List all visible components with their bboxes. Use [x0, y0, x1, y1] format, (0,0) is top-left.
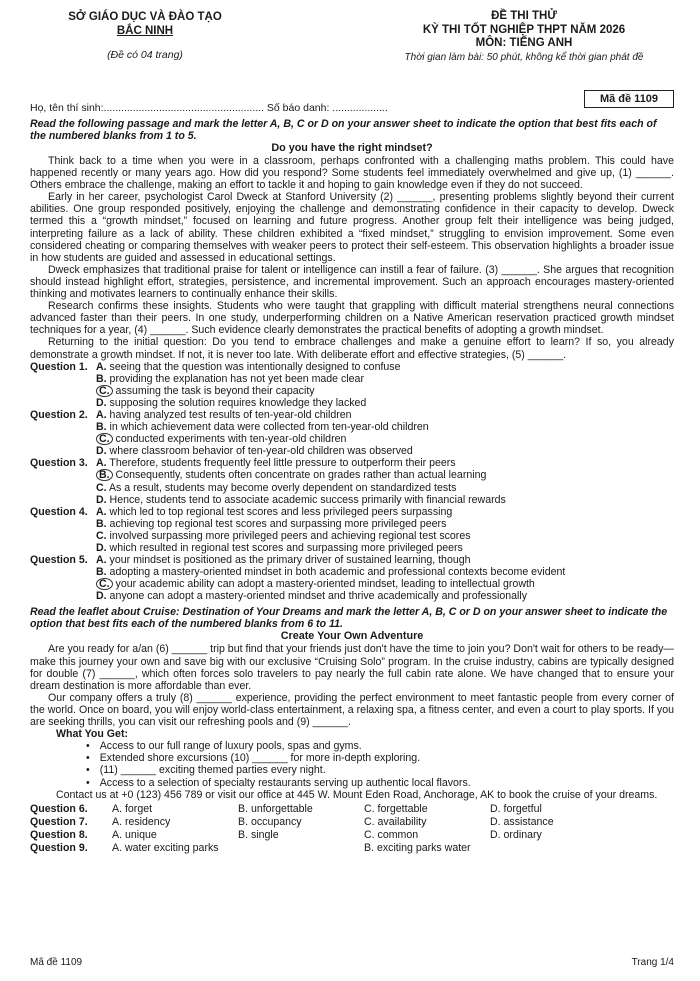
- passage1-paragraph: Dweck emphasizes that traditional praise for talent or intelligence can instill a fear of failure. (3) ______. She argues that recognition should instead highlight effort, strategies, persistence, and incremental improvement. Such an approach encourages mastery-oriented thinking and motivates learners to continually enhance their skills.: [30, 263, 674, 301]
- circled-answer-mark: C.: [96, 578, 113, 590]
- option-a: A. having analyzed test results of ten-year-old children: [96, 408, 352, 421]
- option-c: C. your academic ability can adopt a mastery-oriented mindset, leading to intellectual growth: [96, 578, 674, 590]
- option-a: A. your mindset is positioned as the primary driver of sustained learning, though: [96, 554, 471, 567]
- issuer-block: [30, 8, 260, 86]
- question-label: Question 6.: [30, 802, 88, 815]
- question-label: Question 7.: [30, 815, 88, 828]
- page-footer: [30, 957, 674, 969]
- leaflet-title: Create Your Own Adventure: [280, 630, 424, 643]
- option-b: B. unforgettable: [238, 802, 313, 815]
- footer-exam-code: Mã đề 1109: [30, 956, 83, 968]
- option-b: B. adopting a mastery-oriented mindset in both academic and professional contexts become evident: [96, 566, 566, 579]
- option-a: A. Therefore, students frequently feel little pressure to outperform their peers: [96, 457, 456, 470]
- option-d: D. where classroom behavior of ten-year-old children was observed: [96, 445, 413, 458]
- option-b: B. achieving top regional test scores and surpassing more privileged peers: [96, 517, 447, 530]
- table-row: [30, 816, 674, 829]
- passage1-paragraph: Returning to the initial question: Do you tend to embrace challenges and make a genuine effort to learn? If so, you already demonstrate a growth mindset. If not, it is never too late. With deliberate effort and effective strategies, (5) ______.: [30, 336, 674, 361]
- circled-answer-mark: C.: [96, 433, 113, 445]
- option-a: A. seeing that the question was intentionally designed to confuse: [96, 360, 401, 373]
- passage1-title: Do you have the right mindset?: [271, 142, 433, 154]
- page-number: Trang 1/4: [631, 956, 674, 968]
- option-d: D. ordinary: [490, 828, 542, 841]
- part1-instruction: Read the following passage and mark the letter A, B, C or D on your answer sheet to indicate the option that best fits each of the numbered blanks from 1 to 5.: [30, 118, 657, 142]
- candidate-row: [30, 84, 674, 114]
- circled-answer-mark: C.: [96, 385, 113, 397]
- option-c: C. As a result, students may become overly dependent on standardized tests: [96, 481, 457, 494]
- option-b: B. providing the explanation has not yet been made clear: [96, 372, 364, 385]
- candidate-name-field: Họ, tên thí sinh:.......................................................: [30, 101, 264, 114]
- time-limit: Thời gian làm bài: 50 phút, không kể thời gian phát đề: [404, 51, 644, 63]
- option-a: A. which led to top regional test scores and less privileged peers surpassing: [96, 505, 453, 518]
- question-label: Question 5.: [30, 554, 88, 567]
- option-d: D. Hence, students tend to associate academic success primarily with financial rewards: [96, 493, 506, 506]
- option-c: C. assuming the task is beyond their capacity: [96, 385, 674, 397]
- question-label: Question 8.: [30, 828, 88, 841]
- passage1-paragraph: Early in her career, psychologist Carol Dweck at Stanford University (2) ______, presenting problems slightly beyond their current abilities. One group responded positively, enjoying the challenge and demonstrating confidence in their capacity to develop. Dweck termed this a “growth mindset,” focused on learning and future progress. Another group felt their intelligence was being judged, interpreting failure as a lack of ability. These children exhibited a “fixed mindset,” struggling to envision improvement. Some even considered cheating or comparing themselves with weaker peers to protect their self-esteem. This observation highlights a broader issue in how students are guided and assessed in educational settings.: [30, 191, 674, 264]
- option-d: D. anyone can adopt a mastery-oriented mindset and thrive academically and professionally: [96, 590, 528, 603]
- option-d: D. forgetful: [490, 802, 542, 815]
- what-you-get-label: What You Get:: [56, 728, 128, 741]
- passage1-paragraph: Think back to a time when you were in a classroom, perhaps confronted with a challenging maths problem. This could have happened recently or many years ago. How did you respond? Some students feel immediately overwhelmed and give up, (1) ______. Others embrace the challenge, making an effort to tackle it and hoping to gain knowledge even if they do not succeed.: [30, 155, 674, 192]
- table-row: [30, 829, 674, 842]
- candidate-fields: [30, 102, 388, 114]
- option-b: B. in which achievement data were collected from ten-year-old children: [96, 421, 429, 434]
- exam-title: ĐỀ THI THỬ: [491, 10, 557, 22]
- circled-answer-mark: B.: [96, 469, 113, 481]
- question-4: [30, 506, 674, 554]
- option-a: A. water exciting parks: [112, 841, 219, 854]
- option-c: C. availability: [364, 815, 427, 828]
- leaflet-paragraph: Our company offers a truly (8) ______ experience, providing the perfect environment to meet fantastic people from every corner of the world. Once on board, you will enjoy world-class entertainment, a relaxing spa, a fitness center, and even a court to play sports. If you are seeking thrills, you can visit our refreshing pools and (9) ______.: [30, 691, 674, 729]
- option-a: A. unique: [112, 828, 157, 841]
- list-item: • Access to a selection of specialty restaurants serving up authentic local flavors.: [86, 777, 674, 789]
- candidate-id-field: Số báo danh: ...................: [266, 101, 388, 114]
- option-d: D. supposing the solution requires knowledge they lacked: [96, 396, 367, 409]
- page-count: (Đề có 04 trang): [107, 49, 183, 61]
- option-c: C. forgettable: [364, 802, 428, 815]
- exam-info-block: [374, 8, 674, 86]
- question-label: Question 1.: [30, 360, 88, 373]
- option-a: A. forget: [112, 802, 153, 815]
- option-b: B. single: [238, 828, 279, 841]
- question-3: [30, 457, 674, 505]
- option-b: B. Consequently, students often concentrate on grades rather than actual learning: [96, 469, 674, 481]
- option-c: C. involved surpassing more privileged peers and achieving regional test scores: [96, 529, 471, 542]
- option-a: A. residency: [112, 815, 171, 828]
- question-label: Question 3.: [30, 457, 88, 470]
- question-label: Question 2.: [30, 408, 88, 421]
- answer-options-table: [30, 803, 674, 855]
- option-c: C. common: [364, 828, 419, 841]
- part2-instruction: Read the leaflet about Cruise: Destination of Your Dreams and mark the letter A, B, C or D on your answer sheet to indicate the option that best fits each of the numbered blanks from 6 to 11.: [30, 606, 668, 631]
- exam-code-box: Mã đề 1109: [584, 90, 674, 108]
- option-c: C. conducted experiments with ten-year-old children: [96, 433, 674, 445]
- question-1: [30, 361, 674, 409]
- exam-header: [30, 8, 674, 86]
- contact-line: Contact us at +0 (123) 456 789 or visit our office at 445 W. Mount Eden Road, Anchorage, AK to book the cruise of your dreams.: [56, 788, 658, 801]
- province-name: BẮC NINH: [116, 25, 174, 37]
- department-name: SỞ GIÁO DỤC VÀ ĐÀO TẠO: [68, 11, 222, 23]
- list-item: • Access to our full range of luxury pools, spas and gyms.: [86, 740, 674, 752]
- list-item: • (11) ______ exciting themed parties every night.: [86, 764, 674, 776]
- question-label: Question 4.: [30, 505, 88, 518]
- subject: MÔN: TIẾNG ANH: [475, 37, 573, 49]
- exam-name: KỲ THI TỐT NGHIỆP THPT NĂM 2026: [422, 23, 626, 36]
- option-b: B. exciting parks water: [364, 841, 471, 854]
- question-5: [30, 554, 674, 602]
- option-d: D. which resulted in regional test scores and surpassing more privileged peers: [96, 542, 463, 554]
- benefits-list: [30, 740, 674, 788]
- question-2: [30, 409, 674, 457]
- option-b: B. occupancy: [238, 815, 302, 828]
- table-row: [30, 803, 674, 816]
- question-label: Question 9.: [30, 841, 88, 854]
- list-item: • Extended shore excursions (10) ______ for more in-depth exploring.: [86, 752, 674, 764]
- option-d: D. assistance: [490, 815, 554, 828]
- table-row: [30, 842, 674, 855]
- passage1-paragraph: Research confirms these insights. Students who were taught that grappling with difficult material strengthens neural connections advanced faster than their peers. In one study, underperforming children on a Native American reservation practiced growth mindset techniques for a year, (4) ______. Such evidence clearly demonstrates the practical benefits of adopting a growth mindset.: [30, 300, 674, 337]
- leaflet-paragraph: Are you ready for a/an (6) ______ trip but find that your friends just don't have the time to join you? Don't wait for others to be ready—make this journey your own and save big with our exclusive “Cruising Solo” program. In the cruise industry, cabins are typically designed for double (7) ______, which often forces solo travelers to pay nearly the full cabin rate alone. We have changed that to ensure your dream destination is more affordable than ever.: [30, 643, 674, 692]
